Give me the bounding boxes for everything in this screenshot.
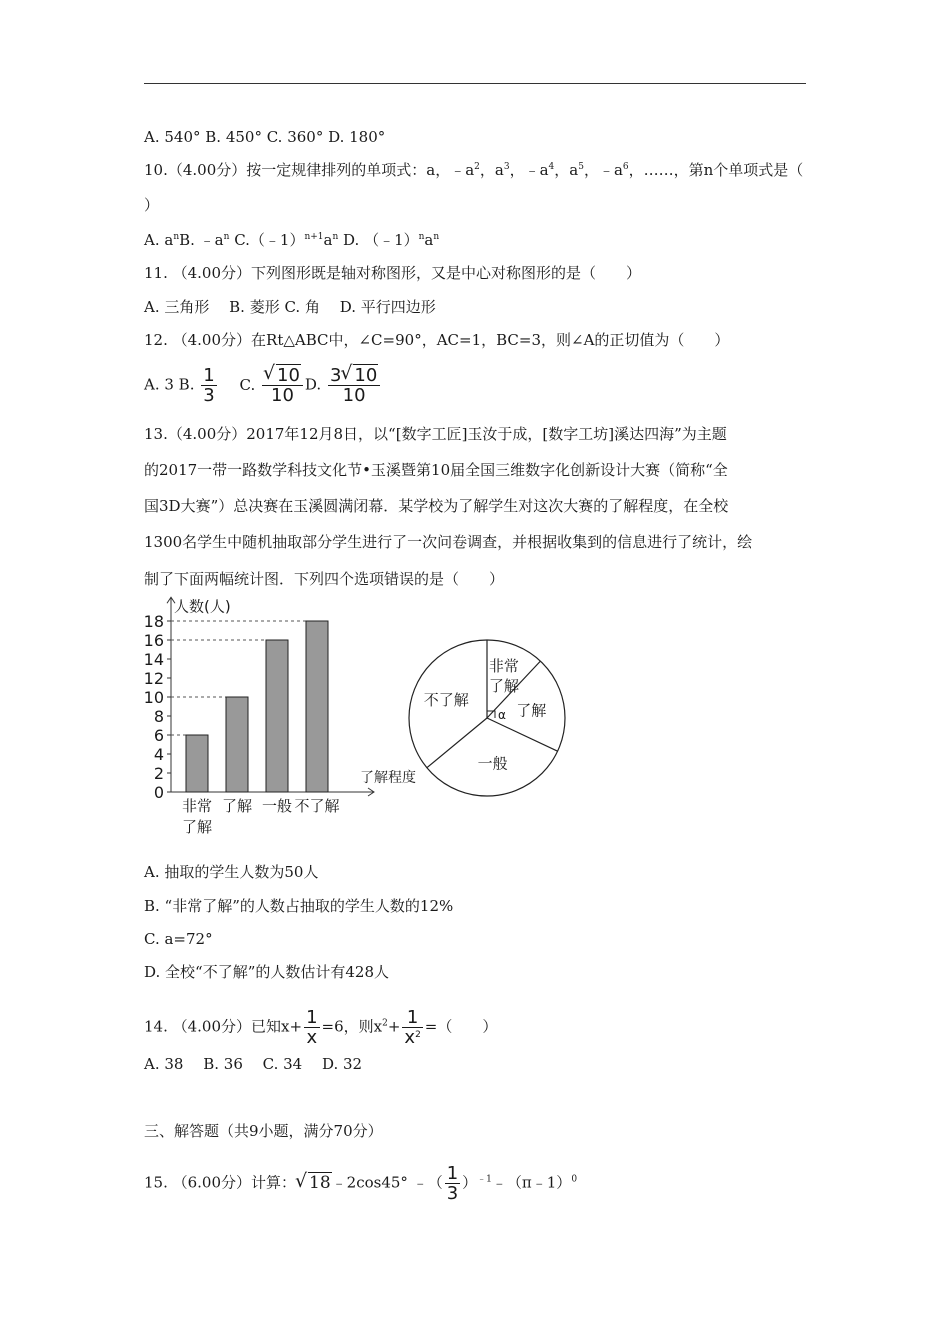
y-tick-label: 18 — [144, 612, 164, 631]
pie-slice-label: 不了解 — [423, 690, 469, 709]
y-tick-label: 8 — [153, 707, 164, 726]
bar-chart — [144, 597, 416, 836]
q12-fraction-b: $\frac{1}{3}$ — [203, 365, 215, 406]
x-tick-label: 一般 — [261, 797, 293, 815]
q13-option-d: D. 全校“不了解”的人数估计有428人 — [144, 963, 389, 981]
q13-option-c: C. a=72° — [144, 930, 213, 948]
y-tick-label: 2 — [153, 764, 164, 783]
y-tick-label: 6 — [153, 726, 164, 745]
y-tick-label: 12 — [144, 669, 164, 688]
q15-fraction: $\frac{1}{3}$ — [446, 1163, 459, 1204]
q13-option-a: A. 抽取的学生人数为50人 — [144, 863, 319, 881]
q13-charts — [144, 596, 584, 842]
y-tick-label: 10 — [144, 688, 164, 707]
q15-stem: 15. （6.00分）计算：√ 18﹣2cos45° ﹣（ $\frac{1}{3}$ ）$^{﹣1}$﹣（π﹣1）$^0$ — [144, 1164, 577, 1203]
pie-slice-label: 一般 — [477, 754, 508, 773]
q12-options: A. 3 B. $\frac{1}{3}$ C. √ $\frac{10}{10}$ D. $\frac{3√ 10}{10}$ — [144, 366, 382, 405]
x-tick-label: 非常 — [181, 797, 213, 815]
q13-option-b: B. “非常了解”的人数占抽取的学生人数的12% — [144, 897, 454, 915]
section-3-heading: 三、解答题（共9小题，满分70分） — [144, 1122, 383, 1140]
y-tick-label: 16 — [144, 631, 164, 650]
angle-label: α — [498, 708, 506, 722]
bar — [226, 697, 248, 792]
q11-stem: 11. （4.00分）下列图形既是轴对称图形，又是中心对称图形的是（ ） — [144, 264, 642, 282]
x-tick-label: 不了解 — [294, 797, 340, 815]
q11-options: A. 三角形 B. 菱形 C. 角 D. 平行四边形 — [144, 298, 436, 316]
y-axis-label: 人数(人) — [174, 597, 231, 616]
bar — [306, 621, 328, 792]
q15-sqrt: √ 18 — [296, 1173, 332, 1193]
q13-line-4: 1300名学生中随机抽取部分学生进行了一次问卷调查，并根据收集到的信息进行了统计，绘 — [144, 533, 753, 551]
y-tick-label: 0 — [153, 783, 164, 802]
q13-line-5: 制了下面两幅统计图．下列四个选项错误的是（ ） — [144, 570, 505, 588]
pie-chart — [409, 640, 565, 796]
q14-options: A. 38 B. 36 C. 34 D. 32 — [144, 1055, 363, 1073]
q9-options: A. 540° B. 450° C. 360° D. 180° — [144, 128, 386, 146]
q14-fraction-2: $\frac{1}{x^2}$ — [404, 1007, 421, 1048]
pie-slice-label: 了解 — [488, 677, 519, 696]
q10-stem-end: ） — [144, 196, 160, 214]
q10-options: A. $a^nB$. $﹣a^n$ $C.(﹣1)^{n+1}a^n$ D. $(﹣1)^na^n$ — [144, 231, 440, 249]
y-tick-label: 14 — [144, 650, 164, 669]
q14-stem: 14. （4.00分）已知x+ $\frac{1}{x}$ =6，则$x^2+$ $\frac{1}{x^2}$ =（ ） — [144, 1007, 498, 1048]
q12-fraction-d: $\frac{3√ 10}{10}$ — [328, 366, 380, 405]
q14-fraction-1: $\frac{1}{x}$ — [306, 1007, 318, 1048]
q12-fraction-c: √ $\frac{10}{10}$ — [262, 366, 303, 405]
x-tick-label: 了解 — [221, 797, 253, 815]
q13-line-1: 13.（4.00分）2017年12月8日，以“[数字工匠]玉汝于成，[数字工坊]溪达四海”为主题 — [144, 425, 727, 443]
q10-stem: 10.（4.00分）按一定规律排列的单项式：a，$﹣a^2$，$a^3$，$﹣a^4$，$a^5$，$﹣a^6$，……，第n个单项式是（ — [144, 161, 804, 179]
pie-slice-label: 非常 — [488, 657, 519, 676]
bar — [186, 735, 208, 792]
bar — [266, 640, 288, 792]
q12-stem: 12. （4.00分）在Rt△ABC中，∠C=90°，AC=1，BC=3，则∠A的正切值为（ ） — [144, 331, 730, 349]
y-tick-label: 4 — [153, 745, 164, 764]
x-axis-label: 了解程度 — [360, 770, 416, 786]
q13-line-2: 的2017一带一路数学科技文化节•玉溪暨第10届全国三维数字化创新设计大赛（简称“全 — [144, 461, 728, 479]
header-rule — [144, 83, 806, 84]
x-tick-label: 了解 — [181, 818, 213, 836]
q13-line-3: 国3D大赛”）总决赛在玉溪圆满闭幕．某学校为了解学生对这次大赛的了解程度，在全校 — [144, 497, 729, 515]
pie-slice-label: 了解 — [516, 701, 547, 720]
